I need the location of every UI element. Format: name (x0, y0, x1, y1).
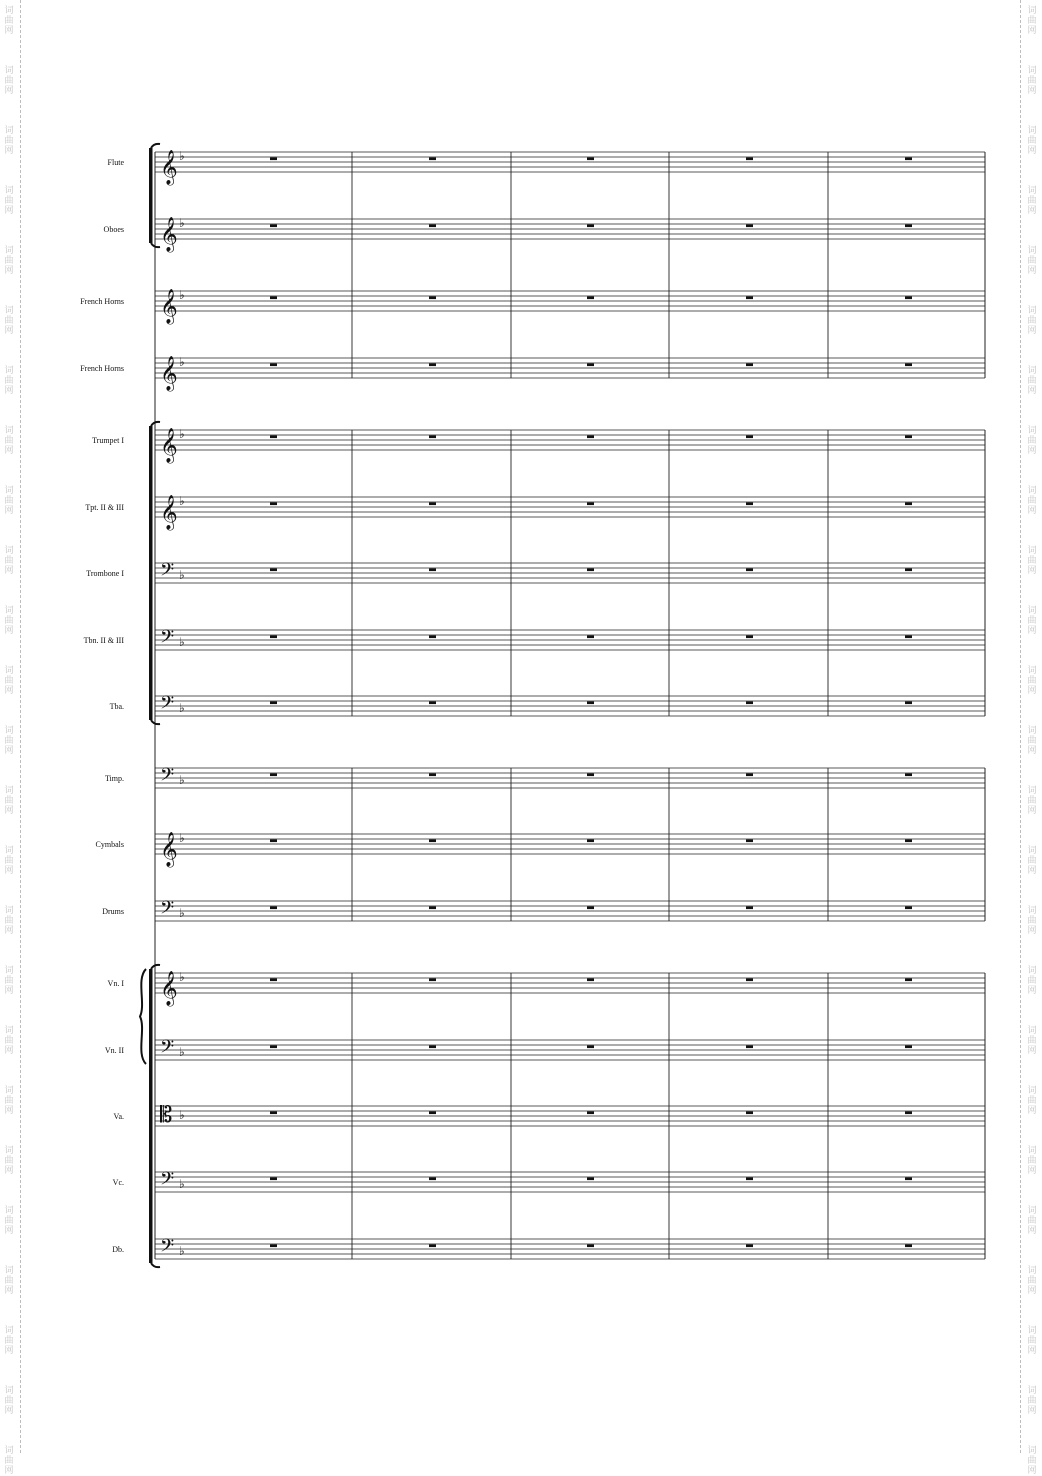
whole-rest (746, 158, 753, 161)
whole-rest (270, 907, 277, 910)
whole-rest (746, 436, 753, 439)
whole-rest (587, 1178, 594, 1181)
whole-rest (429, 225, 436, 228)
watermark-glyphs: 词 曲 网 (1027, 1146, 1037, 1176)
whole-rest (270, 702, 277, 705)
whole-rest (905, 1245, 912, 1248)
bass-clef: 𝄢 (160, 765, 175, 790)
whole-rest (746, 225, 753, 228)
whole-rest (270, 503, 277, 506)
watermark-glyphs: 词 曲 网 (1027, 1026, 1037, 1056)
watermark-glyphs: 词 曲 网 (4, 1446, 14, 1476)
treble-clef: 𝄞 (160, 495, 178, 530)
watermark-glyphs: 词 曲 网 (1027, 966, 1037, 996)
bass-clef: 𝄢 (160, 898, 175, 923)
watermark-glyphs: 词 曲 网 (1027, 1266, 1037, 1296)
flat-key-signature: ♭ (179, 701, 185, 715)
whole-rest (429, 774, 436, 777)
flat-key-signature: ♭ (179, 773, 185, 787)
whole-rest (746, 1178, 753, 1181)
whole-rest (587, 840, 594, 843)
treble-clef: 𝄞 (160, 832, 178, 867)
flat-key-signature: ♭ (179, 216, 185, 230)
whole-rest (905, 503, 912, 506)
whole-rest (587, 569, 594, 572)
instrument-label: French Horns (80, 364, 124, 373)
whole-rest (429, 1046, 436, 1049)
whole-rest (746, 840, 753, 843)
whole-rest (429, 158, 436, 161)
watermark-glyphs: 词 曲 网 (4, 966, 14, 996)
whole-rest (429, 503, 436, 506)
watermark-glyphs: 词 曲 网 (4, 1206, 14, 1236)
bass-clef: 𝄢 (160, 693, 175, 718)
bass-clef: 𝄢 (160, 1169, 175, 1194)
watermark-glyphs: 词 曲 网 (4, 1386, 14, 1416)
watermark-glyphs: 词 曲 网 (1027, 306, 1037, 336)
watermark-glyphs: 词 曲 网 (1027, 1386, 1037, 1416)
whole-rest (746, 364, 753, 367)
watermark-glyphs: 词 曲 网 (1027, 1086, 1037, 1116)
whole-rest (905, 436, 912, 439)
flat-key-signature: ♭ (179, 288, 185, 302)
watermark-glyphs: 词 曲 网 (1027, 1326, 1037, 1356)
watermark-glyphs: 词 曲 网 (1027, 666, 1037, 696)
whole-rest (746, 1245, 753, 1248)
watermark-glyphs: 词 曲 网 (1027, 126, 1037, 156)
whole-rest (905, 979, 912, 982)
watermark-glyphs: 词 曲 网 (1027, 66, 1037, 96)
treble-clef: 𝄞 (160, 428, 178, 463)
whole-rest (270, 774, 277, 777)
watermark-glyphs: 词 曲 网 (4, 246, 14, 276)
instrument-label: Cymbals (95, 840, 124, 849)
whole-rest (905, 1112, 912, 1115)
watermark-glyphs: 词 曲 网 (1027, 906, 1037, 936)
instrument-label: Oboes (103, 225, 124, 234)
whole-rest (270, 1112, 277, 1115)
watermark-glyphs: 词 曲 网 (4, 366, 14, 396)
watermark-glyphs: 词 曲 网 (1027, 726, 1037, 756)
watermark-glyphs: 词 曲 网 (4, 726, 14, 756)
watermark-glyphs: 词 曲 网 (4, 126, 14, 156)
watermark-glyphs: 词 曲 网 (1027, 786, 1037, 816)
whole-rest (587, 774, 594, 777)
whole-rest (429, 979, 436, 982)
woodwind-bracket-hook-top (151, 144, 160, 148)
instrument-label: Tba. (109, 702, 124, 711)
whole-rest (270, 636, 277, 639)
whole-rest (270, 1178, 277, 1181)
whole-rest (746, 979, 753, 982)
whole-rest (587, 297, 594, 300)
treble-clef: 𝄞 (160, 217, 178, 252)
whole-rest (587, 225, 594, 228)
whole-rest (587, 979, 594, 982)
treble-clef: 𝄞 (160, 289, 178, 324)
flat-key-signature: ♭ (179, 1108, 185, 1122)
watermark-glyphs: 词 曲 网 (1027, 366, 1037, 396)
whole-rest (905, 297, 912, 300)
whole-rest (429, 636, 436, 639)
whole-rest (270, 364, 277, 367)
whole-rest (270, 297, 277, 300)
whole-rest (429, 1178, 436, 1181)
watermark-glyphs: 词 曲 网 (1027, 1206, 1037, 1236)
watermark-glyphs: 词 曲 网 (1027, 1446, 1037, 1476)
treble-clef: 𝄞 (160, 150, 178, 185)
watermark-glyphs: 词 曲 网 (1027, 846, 1037, 876)
watermark-glyphs: 词 曲 网 (1027, 426, 1037, 456)
instrument-label: Flute (107, 158, 124, 167)
instrument-label: French Horns (80, 297, 124, 306)
flat-key-signature: ♭ (179, 831, 185, 845)
flat-key-signature: ♭ (179, 1045, 185, 1059)
whole-rest (905, 1178, 912, 1181)
woodwind-bracket (149, 148, 153, 243)
strings-bracket-hook-bottom (151, 1263, 160, 1267)
flat-key-signature: ♭ (179, 1177, 185, 1191)
whole-rest (429, 840, 436, 843)
watermark-glyphs: 词 曲 网 (4, 186, 14, 216)
whole-rest (587, 1046, 594, 1049)
whole-rest (746, 774, 753, 777)
watermark-glyphs: 词 曲 网 (1027, 606, 1037, 636)
whole-rest (746, 297, 753, 300)
watermark-glyphs: 词 曲 网 (4, 786, 14, 816)
whole-rest (587, 1112, 594, 1115)
instrument-label: Vc. (112, 1178, 124, 1187)
whole-rest (746, 503, 753, 506)
instrument-label: Trombone I (86, 569, 124, 578)
flat-key-signature: ♭ (179, 906, 185, 920)
whole-rest (270, 1245, 277, 1248)
watermark-glyphs: 词 曲 网 (1027, 246, 1037, 276)
watermark-glyphs: 词 曲 网 (4, 1146, 14, 1176)
whole-rest (429, 1112, 436, 1115)
bass-clef: 𝄢 (160, 1037, 175, 1062)
bass-clef: 𝄢 (160, 627, 175, 652)
whole-rest (746, 702, 753, 705)
flat-key-signature: ♭ (179, 494, 185, 508)
whole-rest (746, 1046, 753, 1049)
whole-rest (905, 702, 912, 705)
whole-rest (905, 1046, 912, 1049)
watermark-glyphs: 词 曲 网 (1027, 546, 1037, 576)
whole-rest (270, 840, 277, 843)
whole-rest (270, 979, 277, 982)
whole-rest (270, 436, 277, 439)
watermark-glyphs: 词 曲 网 (4, 6, 14, 36)
whole-rest (905, 907, 912, 910)
flat-key-signature: ♭ (179, 1244, 185, 1258)
whole-rest (905, 364, 912, 367)
whole-rest (746, 636, 753, 639)
whole-rest (587, 702, 594, 705)
instrument-label: Timp. (104, 774, 124, 783)
flat-key-signature: ♭ (179, 568, 185, 582)
whole-rest (905, 774, 912, 777)
whole-rest (587, 907, 594, 910)
instrument-label: Trumpet I (92, 436, 124, 445)
whole-rest (429, 702, 436, 705)
whole-rest (587, 636, 594, 639)
instrument-label: Vn. I (107, 979, 124, 988)
flat-key-signature: ♭ (179, 355, 185, 369)
whole-rest (587, 158, 594, 161)
whole-rest (587, 503, 594, 506)
whole-rest (587, 1245, 594, 1248)
flat-key-signature: ♭ (179, 427, 185, 441)
watermark-glyphs: 词 曲 网 (4, 846, 14, 876)
watermark-glyphs: 词 曲 网 (4, 1266, 14, 1296)
whole-rest (905, 158, 912, 161)
violin-brace (140, 969, 146, 1064)
whole-rest (905, 225, 912, 228)
brass-bracket (149, 426, 153, 720)
whole-rest (587, 364, 594, 367)
whole-rest (587, 436, 594, 439)
watermark-glyphs: 词 曲 网 (4, 66, 14, 96)
treble-clef: 𝄞 (160, 356, 178, 391)
whole-rest (270, 1046, 277, 1049)
flat-key-signature: ♭ (179, 970, 185, 984)
watermark-glyphs: 词 曲 网 (4, 1026, 14, 1056)
watermark-glyphs: 词 曲 网 (4, 426, 14, 456)
instrument-label: Tbn. II & III (83, 636, 124, 645)
bass-clef: 𝄢 (160, 1236, 175, 1261)
strings-bracket (149, 969, 153, 1263)
flat-key-signature: ♭ (179, 149, 185, 163)
watermark-glyphs: 词 曲 网 (4, 906, 14, 936)
whole-rest (905, 840, 912, 843)
whole-rest (905, 636, 912, 639)
whole-rest (746, 907, 753, 910)
whole-rest (429, 907, 436, 910)
whole-rest (905, 569, 912, 572)
watermark-glyphs: 词 曲 网 (4, 1326, 14, 1356)
watermark-glyphs: 词 曲 网 (4, 546, 14, 576)
alto-clef: 𝄡 (160, 1103, 173, 1128)
watermark-glyphs: 词 曲 网 (4, 666, 14, 696)
watermark-glyphs: 词 曲 网 (4, 486, 14, 516)
treble-clef: 𝄞 (160, 971, 178, 1006)
flat-key-signature: ♭ (179, 635, 185, 649)
whole-rest (429, 297, 436, 300)
watermark-glyphs: 词 曲 网 (4, 606, 14, 636)
whole-rest (429, 364, 436, 367)
whole-rest (746, 569, 753, 572)
watermark-glyphs: 词 曲 网 (1027, 186, 1037, 216)
instrument-label: Drums (102, 907, 124, 916)
bass-clef: 𝄢 (160, 560, 175, 585)
instrument-label: Db. (112, 1245, 124, 1254)
whole-rest (270, 158, 277, 161)
whole-rest (746, 1112, 753, 1115)
instrument-label: Va. (113, 1112, 124, 1121)
instrument-label: Vn. II (104, 1046, 124, 1055)
whole-rest (429, 436, 436, 439)
watermark-glyphs: 词 曲 网 (4, 306, 14, 336)
whole-rest (270, 225, 277, 228)
instrument-label: Tpt. II & III (85, 503, 124, 512)
watermark-glyphs: 词 曲 网 (1027, 486, 1037, 516)
whole-rest (270, 569, 277, 572)
watermark-glyphs: 词 曲 网 (4, 1086, 14, 1116)
whole-rest (429, 1245, 436, 1248)
watermark-glyphs: 词 曲 网 (1027, 6, 1037, 36)
whole-rest (429, 569, 436, 572)
